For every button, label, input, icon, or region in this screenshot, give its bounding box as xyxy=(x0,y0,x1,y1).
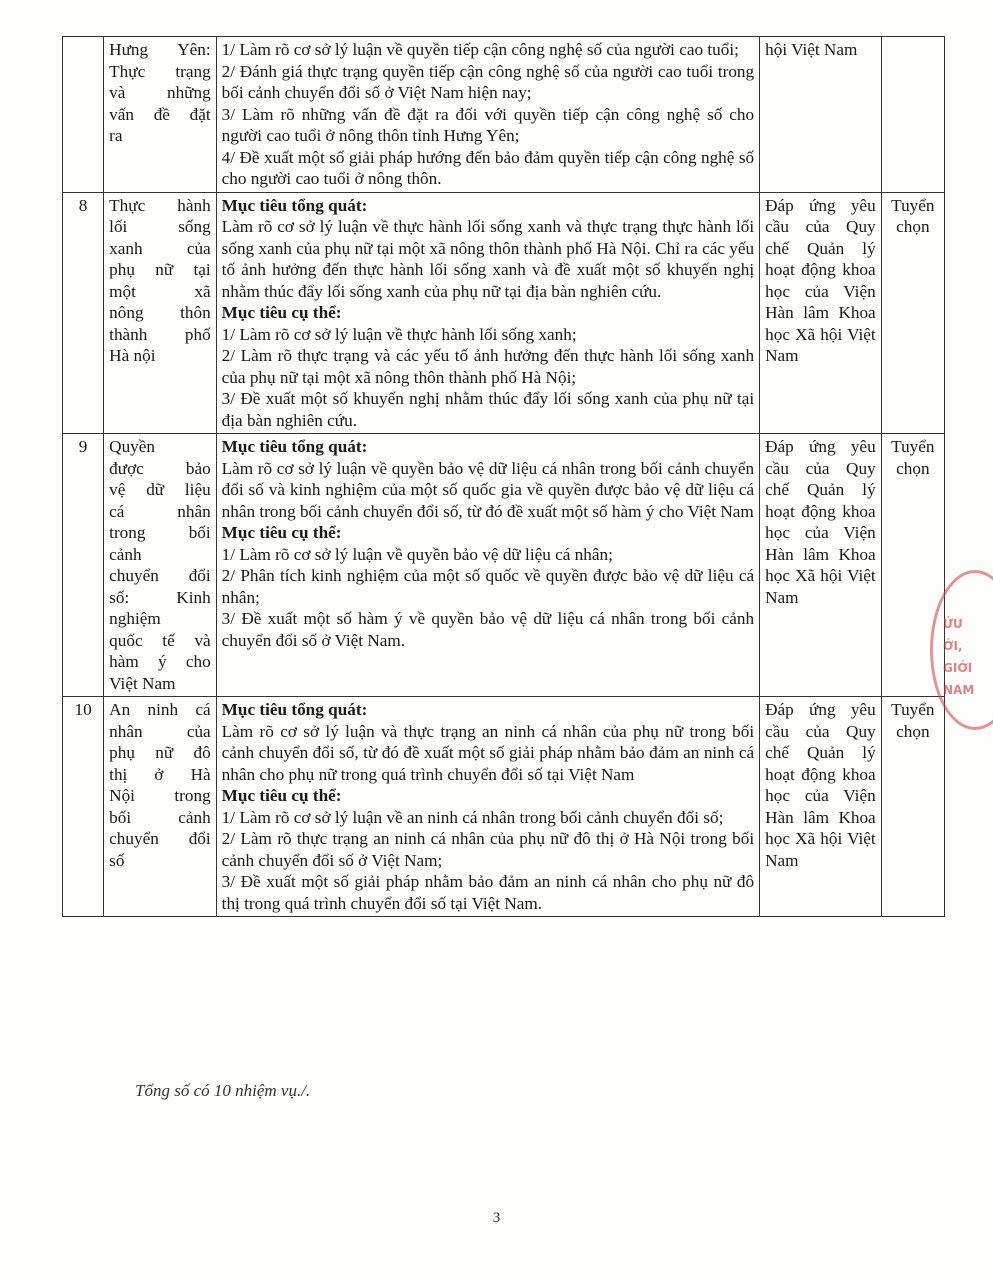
task-name-line: quốc tế và xyxy=(109,630,211,650)
task-name-line: Quyền xyxy=(109,437,155,456)
task-goals xyxy=(216,192,759,434)
task-name-line: vấn đề đặt xyxy=(109,104,211,124)
goal-line: 2/ Làm rõ thực trạng an ninh cá nhân của phụ nữ đô thị ở Hà Nội trong bối cảnh chuyển đổi số ở Việt Nam; xyxy=(221,829,755,870)
task-name-line: chuyển đổi xyxy=(109,566,211,585)
task-name-line: bối cảnh xyxy=(109,807,211,827)
goal-line: 1/ Làm rõ cơ sở lý luận về thực hành lối sống xanh; xyxy=(221,324,577,344)
table-row xyxy=(63,697,945,917)
general-goal-label: Mục tiêu tổng quát: xyxy=(221,437,368,456)
page-number: 3 xyxy=(492,1210,501,1226)
general-goal-label: Mục tiêu tổng quát: xyxy=(221,700,368,719)
specific-goal-label: Mục tiêu cụ thể: xyxy=(221,523,342,542)
task-name-line: cảnh xyxy=(109,544,142,564)
goal-line: 1/ Làm rõ cơ sở lý luận về an ninh cá nhân trong bối cảnh chuyển đổi số; xyxy=(221,807,724,827)
row-number: 9 xyxy=(63,434,104,697)
task-basis: Đáp ứng yêu cầu của Quy chế Quản lý hoạt động khoa học của Viện Hàn lâm Khoa học Xã hội Việt Nam xyxy=(760,697,882,917)
specific-goal-label: Mục tiêu cụ thể: xyxy=(221,786,342,805)
task-goals xyxy=(216,697,759,917)
seal-fragment: ỚI, xyxy=(943,639,963,653)
task-name xyxy=(104,697,217,917)
task-basis: Đáp ứng yêu cầu của Quy chế Quản lý hoạt động khoa học của Viện Hàn lâm Khoa học Xã hội Việt Nam xyxy=(760,434,882,697)
general-goal-text: Làm rõ cơ sở lý luận về thực hành lối sống xanh và thực trạng thực hành lối sống xanh của phụ nữ tại một xã nông thôn thành phố Hà Nội. Chỉ ra các yếu tố ảnh hưởng đến thực hành lối sống xanh và đề xuất một số khuyến nghị nhằm thúc đẩy lối sống xanh của phụ nữ tại địa bàn nghiên cứu. xyxy=(221,217,755,301)
task-name-line: trong bối xyxy=(109,523,211,542)
task-name-line: ra xyxy=(109,126,123,145)
task-name-line: thành phố xyxy=(109,324,211,344)
task-name-line: xanh của xyxy=(109,238,211,258)
goal-line: 1/ Làm rõ cơ sở lý luận về quyền bảo vệ dữ liệu cá nhân; xyxy=(221,544,613,564)
goal-line: 2/ Làm rõ thực trạng và các yếu tố ảnh hưởng đến thực hành lối sống xanh của phụ nữ tại một xã nông thôn thành phố Hà Nội; xyxy=(221,346,755,387)
task-name-line: Hà nội xyxy=(109,346,156,365)
task-goals xyxy=(216,434,759,697)
task-name xyxy=(104,37,217,193)
goal-line: 3/ Đề xuất một số khuyến nghị nhằm thúc đẩy lối sống xanh của phụ nữ tại địa bàn nghiên cứu. xyxy=(221,389,755,430)
task-method: Tuyển chọn xyxy=(881,434,944,697)
table-row xyxy=(63,192,945,434)
task-name-line: số: Kinh xyxy=(109,587,211,607)
task-table xyxy=(62,36,945,917)
general-goal-text: Làm rõ cơ sở lý luận và thực trạng an ninh cá nhân của phụ nữ trong bối cảnh chuyển đổi số, từ đó đề xuất một số giải pháp nhằm bảo đảm an ninh cá nhân cho phụ nữ trong quá trình chuyển đổi số tại Việt Nam xyxy=(221,721,755,784)
task-name-line: được bảo xyxy=(109,458,211,478)
task-name-line: An ninh cá xyxy=(109,700,211,719)
task-name-line: chuyển đổi xyxy=(109,829,211,848)
seal-fragment: ỨU xyxy=(943,617,963,631)
task-name-line: một xã xyxy=(109,281,211,301)
task-name-line: Hưng Yên: xyxy=(109,40,211,59)
goal-line: 1/ Làm rõ cơ sở lý luận về quyền tiếp cận công nghệ số của người cao tuổi; xyxy=(221,40,739,59)
general-goal-text: Làm rõ cơ sở lý luận về quyền bảo vệ dữ liệu cá nhân trong bối cảnh chuyển đổi số và kinh nghiệm của một số quốc gia về quyền được bảo vệ dữ liệu cá nhân trong bối cảnh chuyển đổi số, từ đó đề xuất một số hàm ý cho Việt Nam xyxy=(221,458,755,521)
total-tasks-note: Tổng số có 10 nhiệm vụ./. xyxy=(135,1081,311,1100)
task-name-line: nông thôn xyxy=(109,303,211,322)
task-method: Tuyển chọn xyxy=(881,192,944,434)
task-name-line: Thực trạng xyxy=(109,61,211,81)
task-name-line: vệ dữ liệu xyxy=(109,480,211,499)
task-method xyxy=(881,37,944,193)
task-basis: hội Việt Nam xyxy=(760,37,882,193)
goal-line: 4/ Đề xuất một số giải pháp hướng đến bảo đảm quyền tiếp cận công nghệ số cho người cao tuổi ở nông thôn. xyxy=(221,147,755,188)
task-name-line: hàm ý cho xyxy=(109,652,211,671)
goal-line: 2/ Phân tích kinh nghiệm của một số quốc về quyền được bảo vệ dữ liệu cá nhân; xyxy=(221,566,755,607)
task-goals xyxy=(216,37,759,193)
task-name-line: và những xyxy=(109,83,211,102)
goal-line: 3/ Làm rõ những vấn đề đặt ra đối với quyền tiếp cận công nghệ số cho người cao tuổi ở nông thôn tỉnh Hưng Yên; xyxy=(221,104,755,145)
task-name-line: Thực hành xyxy=(109,195,211,215)
task-basis: Đáp ứng yêu cầu của Quy chế Quản lý hoạt động khoa học của Viện Hàn lâm Khoa học Xã hội Việt Nam xyxy=(760,192,882,434)
task-name-line: cá nhân xyxy=(109,501,211,521)
task-name xyxy=(104,434,217,697)
task-method: Tuyển chọn xyxy=(881,697,944,917)
task-name-line: nhân của xyxy=(109,721,211,741)
task-name xyxy=(104,192,217,434)
task-name-line: nghiệm xyxy=(109,609,161,628)
general-goal-label: Mục tiêu tổng quát: xyxy=(221,195,368,215)
seal-fragment: NAM xyxy=(943,683,975,697)
goal-line: 3/ Đề xuất một số giải pháp nhằm bảo đảm an ninh cá nhân cho phụ nữ đô thị trong quá trình chuyển đổi số tại Việt Nam. xyxy=(221,872,755,913)
table-row xyxy=(63,434,945,697)
row-number: 10 xyxy=(63,697,104,917)
goal-line: 3/ Đề xuất một số hàm ý về quyền bảo vệ dữ liệu cá nhân trong bối cảnh chuyển đổi số ở Việt Nam. xyxy=(221,609,755,650)
row-number xyxy=(63,37,104,193)
goal-line: 2/ Đánh giá thực trạng quyền tiếp cận công nghệ số của người cao tuổi trong bối cảnh chuyển đổi số ở Việt Nam hiện nay; xyxy=(221,61,755,102)
table-row xyxy=(63,37,945,193)
task-name-line: Nội trong xyxy=(109,786,211,805)
task-name-line: thị ở Hà xyxy=(109,764,211,784)
task-name-line: lối sống xyxy=(109,217,211,236)
task-name-line: phụ nữ đô xyxy=(109,743,211,762)
row-number: 8 xyxy=(63,192,104,434)
task-name-line: Việt Nam xyxy=(109,673,176,693)
seal-fragment: GIỚI xyxy=(943,661,973,675)
task-name-line: số xyxy=(109,850,125,870)
specific-goal-label: Mục tiêu cụ thể: xyxy=(221,303,342,322)
task-name-line: phụ nữ tại xyxy=(109,260,211,279)
